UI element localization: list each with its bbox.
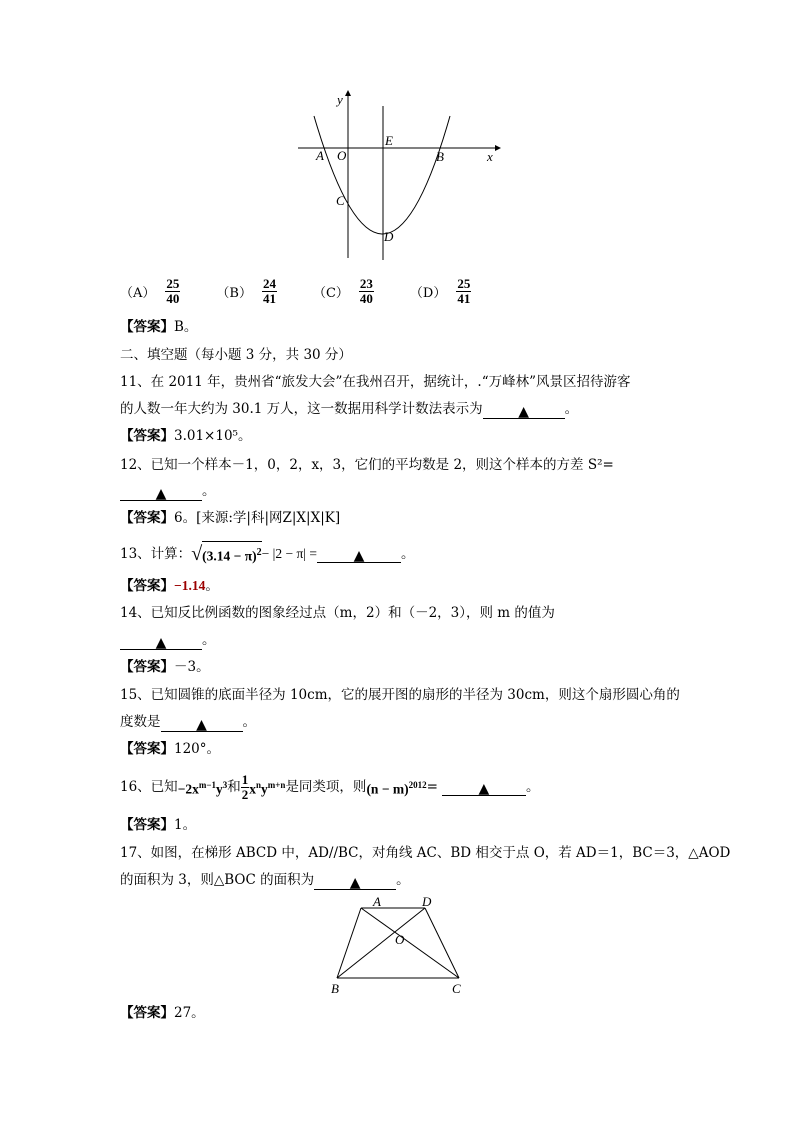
option-b-num: 24	[262, 275, 276, 291]
sqrt-sign-icon: √	[191, 543, 203, 565]
label-y: y	[337, 92, 343, 107]
blank-triangle-icon: ▲	[349, 875, 361, 891]
q14-answer-text: －3。	[174, 659, 210, 675]
label-E: E	[385, 133, 393, 148]
option-c-num: 23	[359, 275, 373, 291]
q15-answer-text: 120°。	[174, 741, 221, 757]
q17-blank[interactable]	[314, 873, 396, 890]
diagonal-ac	[361, 908, 459, 978]
q14-line1: 14、已知反比例函数的图象经过点（m，2）和（－2，3），则 m 的值为	[120, 605, 555, 621]
q13-blank[interactable]	[317, 546, 401, 563]
label-C: C	[452, 981, 461, 996]
option-d-letter: （D）	[409, 285, 447, 301]
q16-prefix: 16、已知	[120, 779, 178, 795]
q13-answer	[120, 576, 219, 596]
answer-tag: 【答案】	[120, 817, 174, 833]
section-title: 二、填空题（每小题 3 分，共 30 分）	[120, 347, 352, 363]
label-B: B	[331, 981, 339, 996]
option-b-den: 41	[262, 290, 276, 306]
option-b	[216, 277, 277, 306]
q16-term1	[178, 775, 228, 800]
q16-half-den: 2	[241, 786, 249, 802]
label-O: O	[395, 932, 405, 947]
answer-tag: 【答案】	[120, 1005, 174, 1021]
label-C: C	[336, 193, 345, 208]
blank-triangle-icon: ▲	[196, 717, 207, 733]
parabola-curve	[314, 116, 450, 234]
blank-triangle-icon: ▲	[155, 486, 167, 502]
label-A: A	[373, 894, 381, 909]
blank-triangle-icon: ▲	[478, 780, 490, 797]
answer-tag: 【答案】	[120, 510, 174, 526]
q16-blank[interactable]	[442, 779, 526, 796]
q16-mid2: 是同类项，则	[285, 779, 367, 795]
answer-tag: 【答案】	[120, 741, 174, 757]
q16-line	[120, 772, 539, 802]
q16-mid: 和	[227, 779, 241, 795]
q16-equals: =	[426, 779, 438, 795]
q11-line2-text: 的人数一年大约为 30.1 万人，这一数据用科学计数法表示为	[120, 401, 483, 417]
label-x: x	[487, 149, 493, 164]
q16-answer-text: 1。	[174, 817, 197, 833]
q12-line2	[120, 481, 216, 501]
q17-line2	[120, 870, 410, 890]
q11-line2-end: 。	[564, 401, 579, 417]
q15-line2-end: 。	[242, 714, 256, 730]
option-c-fraction	[359, 277, 374, 306]
q11-answer	[120, 426, 251, 446]
q16-term2-base: x	[249, 781, 257, 797]
q17-answer-text: 27。	[174, 1005, 205, 1021]
y-axis-arrow	[345, 90, 351, 96]
option-a-num: 25	[166, 275, 180, 291]
q11-blank[interactable]	[483, 402, 565, 419]
q15-blank[interactable]	[161, 715, 243, 732]
option-c	[313, 277, 374, 306]
answer-tag: 【答案】	[120, 319, 174, 335]
q13-rest: − |2 − π| =	[261, 546, 317, 561]
blank-triangle-icon: ▲	[353, 547, 365, 564]
q16-term1-y-exp: 3	[222, 779, 228, 790]
q13-prefix: 13、计算：	[120, 546, 192, 562]
option-a-fraction	[165, 277, 180, 306]
q17-line2-end: 。	[396, 872, 410, 888]
q16-half-num: 1	[241, 771, 249, 787]
q17-line1: 17、如图，在梯形 ABCD 中，AD//BC，对角线 AC、BD 相交于点 O，若 AD＝1，BC＝3，△AOD	[120, 845, 731, 861]
q16-half	[241, 773, 250, 802]
option-c-den: 40	[359, 290, 373, 306]
option-b-fraction	[262, 277, 277, 306]
q16-power-base: (n − m)	[366, 781, 409, 797]
q15-answer	[120, 739, 220, 759]
q13-square: 2	[256, 547, 262, 559]
side-dc	[425, 908, 459, 978]
answer-tag: 【答案】	[120, 578, 174, 594]
q16-term1-exp: m−1	[198, 779, 217, 790]
q13-line	[120, 540, 414, 568]
q16-after: 。	[525, 779, 540, 795]
q10-options	[120, 274, 507, 308]
x-axis-arrow	[495, 145, 501, 151]
q13-after: 。	[400, 546, 415, 562]
trapezoid-figure	[325, 892, 475, 1000]
q12-answer-text: 6。[来源:学|科|网Z|X|X|K]	[174, 510, 341, 526]
q16-answer	[120, 815, 196, 835]
q15-line2	[120, 712, 256, 732]
answer-tag: 【答案】	[120, 659, 174, 675]
q11-answer-text: 3.01×10⁵。	[174, 428, 252, 444]
q16-power	[366, 775, 426, 800]
option-d-den: 41	[457, 290, 471, 306]
q10-answer-text: B。	[174, 319, 198, 335]
q12-blank[interactable]	[120, 484, 202, 501]
side-ab	[337, 908, 361, 978]
q14-answer	[120, 657, 210, 677]
label-O: O	[337, 148, 347, 163]
option-a	[120, 277, 180, 306]
q17-answer	[120, 1003, 205, 1023]
option-d-num: 25	[457, 275, 471, 291]
q16-term1-base: −2x	[177, 781, 199, 797]
q17-line2-text: 的面积为 3，则△BOC 的面积为	[120, 872, 315, 888]
q12-line1: 12、已知一个样本－1，0，2，x，3，它们的平均数是 2，则这个样本的方差 S²=	[120, 457, 614, 473]
answer-tag: 【答案】	[120, 428, 174, 444]
q16-term2	[249, 775, 285, 800]
label-A: A	[316, 148, 324, 163]
q11-line1: 11、在 2011 年，贵州省“旅发大会”在我州召开，据统计，.“万峰林”风景区招待游客	[120, 374, 631, 390]
label-D: D	[422, 894, 432, 909]
parabola-figure	[290, 88, 510, 268]
q15-line2-text: 度数是	[120, 714, 161, 730]
q14-line2-end: 。	[202, 632, 216, 648]
q13-answer-value: −1.14	[174, 578, 206, 593]
q12-line2-end: 。	[202, 483, 216, 499]
option-d-fraction	[456, 277, 471, 306]
q12-answer	[120, 508, 340, 528]
diagonal-bd	[337, 908, 425, 978]
q16-term2-y-exp: m+n	[267, 779, 286, 790]
option-a-letter: （A）	[120, 285, 156, 301]
blank-triangle-icon: ▲	[155, 635, 167, 651]
q13-answer-end: 。	[205, 578, 219, 594]
q13-radicand	[202, 541, 261, 567]
option-c-letter: （C）	[312, 285, 349, 301]
q13-radicand-text: (3.14 − π)	[202, 548, 257, 564]
option-d	[410, 277, 471, 306]
label-D: D	[384, 229, 394, 244]
label-B: B	[436, 149, 444, 164]
blank-triangle-icon: ▲	[518, 404, 530, 420]
q14-line2	[120, 630, 216, 650]
q16-term2-y: y	[261, 781, 268, 797]
q16-power-exp: 2012	[408, 779, 427, 790]
q13-expression	[191, 541, 317, 567]
q16-term1-y: y	[216, 781, 223, 797]
q10-answer	[120, 317, 197, 337]
option-b-letter: （B）	[216, 285, 252, 301]
q11-line2	[120, 399, 578, 419]
q15-line1: 15、已知圆锥的底面半径为 10cm，它的展开图的扇形的半径为 30cm，则这个扇形圆心角的	[120, 687, 680, 703]
q16-term2-exp: n	[256, 779, 262, 790]
q14-blank[interactable]	[120, 633, 202, 650]
option-a-den: 40	[166, 290, 180, 306]
